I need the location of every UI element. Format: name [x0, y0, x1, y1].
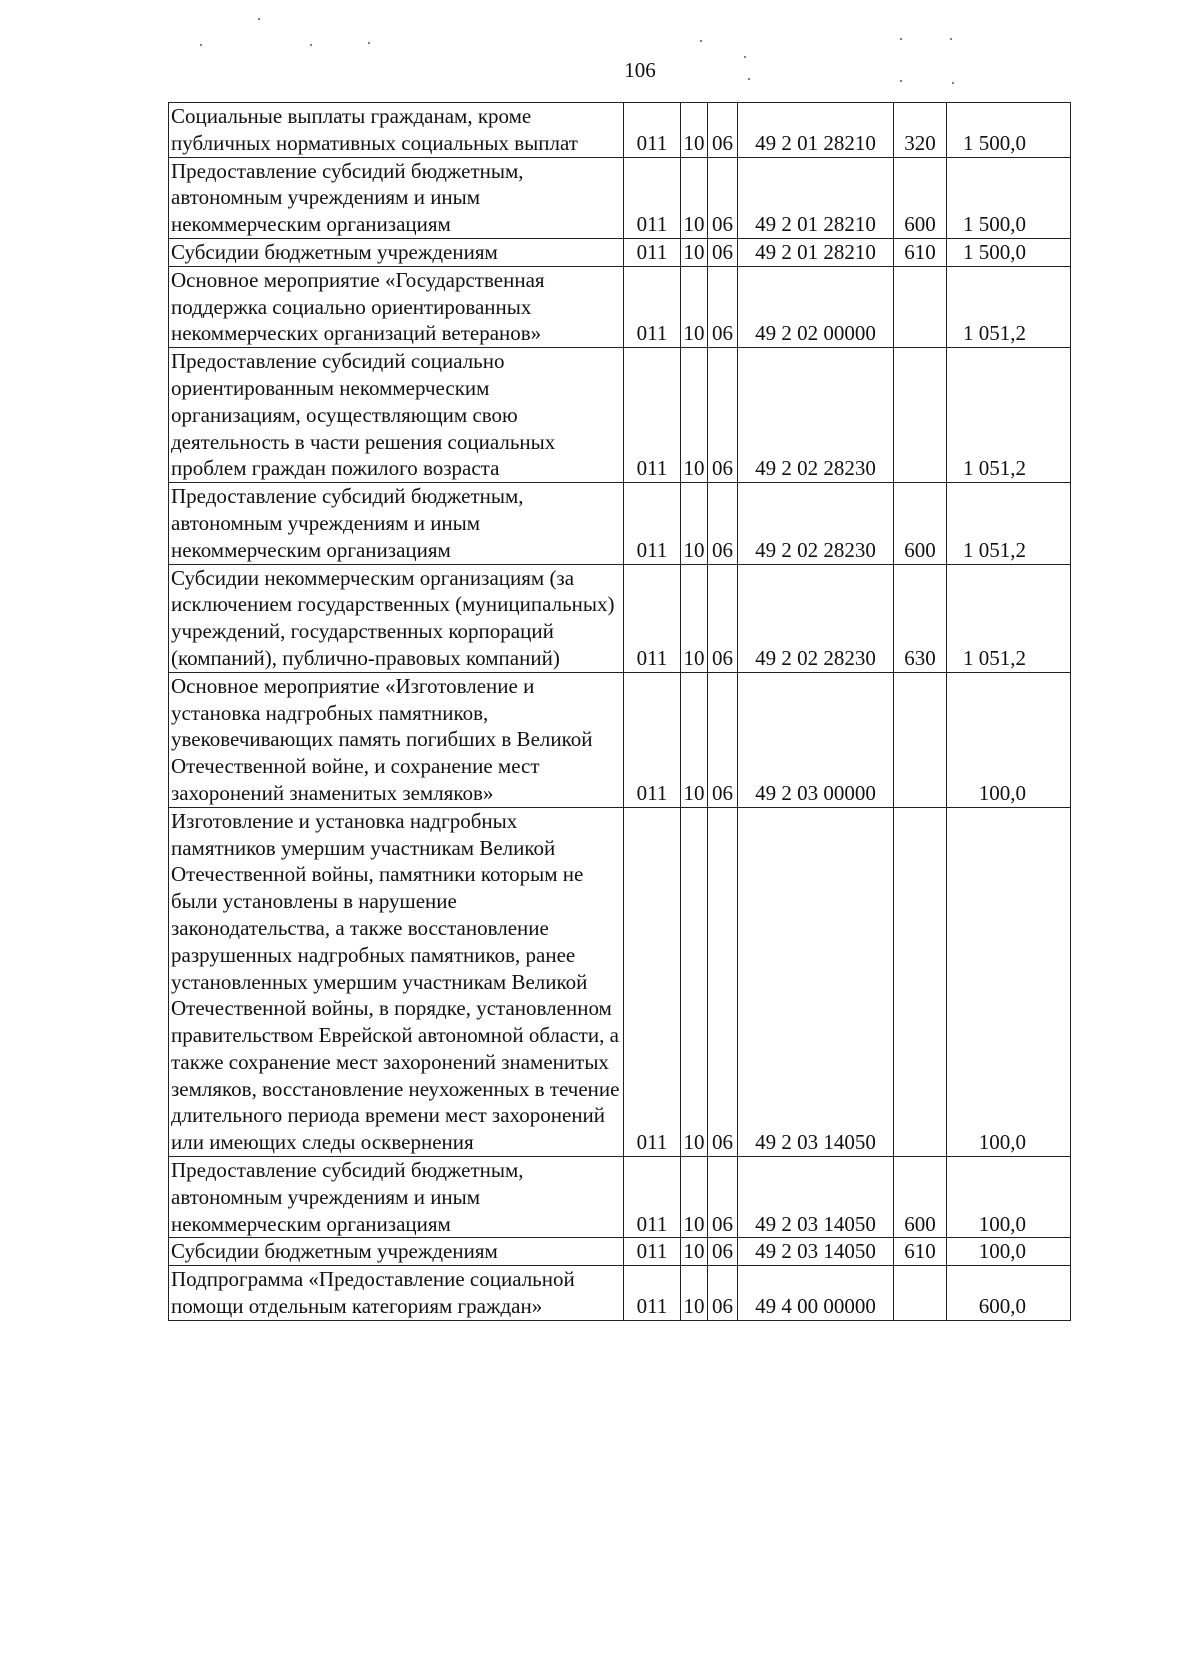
row-expense-type-cell: 610 [894, 1238, 947, 1266]
row-name-cell: Подпрограмма «Предоставление социальной помощи отдельным категориям граждан» [169, 1266, 624, 1321]
row-amount-cell: 100,0 [947, 1157, 1071, 1238]
scan-speck [200, 44, 202, 46]
table-row [169, 564, 1071, 672]
row-amount-cell: 600,0 [947, 1266, 1071, 1321]
row-target-article-cell: 49 2 02 28230 [738, 483, 894, 564]
scan-speck [258, 18, 260, 20]
row-subsection-cell: 06 [708, 1266, 738, 1321]
row-subsection-cell: 06 [708, 157, 738, 238]
row-name-cell: Субсидии бюджетным учреждениям [169, 238, 624, 266]
row-name-cell: Субсидии некоммерческим организациям (за исключением государственных (муниципальных) учреждений, государственных корпораций (компаний), публично-правовых компаний) [169, 564, 624, 672]
scan-speck [310, 44, 312, 46]
row-expense-type-cell: 320 [894, 103, 947, 158]
row-section-cell: 10 [681, 564, 708, 672]
row-name-cell: Предоставление субсидий бюджетным, автономным учреждениям и иным некоммерческим организациям [169, 157, 624, 238]
row-target-article-cell: 49 2 02 28230 [738, 348, 894, 483]
row-section-cell: 10 [681, 266, 708, 347]
table-row [169, 103, 1071, 158]
table-row [169, 238, 1071, 266]
row-amount-cell: 1 051,2 [947, 564, 1071, 672]
row-expense-type-cell [894, 266, 947, 347]
row-expense-type-cell: 630 [894, 564, 947, 672]
row-section-cell: 10 [681, 157, 708, 238]
row-amount-cell: 1 051,2 [947, 483, 1071, 564]
row-section-cell: 10 [681, 348, 708, 483]
row-expense-type-cell [894, 348, 947, 483]
row-name-cell: Изготовление и установка надгробных памятников умершим участникам Великой Отечественной войны, памятники которым не были установлены в нарушение законодательства, а также восстановление разрушенных надгробных памятников, ранее установленных умершим участникам Великой Отечественной войны, в порядке, установленном правительством Еврейской автономной области, а также сохранение мест захоронений знаменитых земляков, восстановление неухоженных в течение длительного периода времени мест захоронений или имеющих следы осквернения [169, 807, 624, 1156]
row-subsection-cell: 06 [708, 1157, 738, 1238]
table-row [169, 266, 1071, 347]
table-row [169, 1266, 1071, 1321]
row-target-article-cell: 49 4 00 00000 [738, 1266, 894, 1321]
scan-speck [950, 38, 952, 40]
row-target-article-cell: 49 2 02 00000 [738, 266, 894, 347]
row-section-cell: 10 [681, 483, 708, 564]
row-name-cell: Основное мероприятие «Государственная поддержка социально ориентированных некоммерческих организаций ветеранов» [169, 266, 624, 347]
table-row [169, 1157, 1071, 1238]
row-subsection-cell: 06 [708, 266, 738, 347]
table-row [169, 807, 1071, 1156]
row-expense-type-cell [894, 672, 947, 807]
scan-speck [900, 80, 902, 82]
row-code-cell: 011 [624, 157, 681, 238]
row-amount-cell: 100,0 [947, 672, 1071, 807]
row-section-cell: 10 [681, 103, 708, 158]
row-name-cell: Предоставление субсидий бюджетным, автономным учреждениям и иным некоммерческим организациям [169, 483, 624, 564]
row-amount-cell: 1 500,0 [947, 157, 1071, 238]
table-row [169, 157, 1071, 238]
row-subsection-cell: 06 [708, 483, 738, 564]
row-expense-type-cell: 610 [894, 238, 947, 266]
row-code-cell: 011 [624, 103, 681, 158]
scan-speck [700, 40, 702, 42]
scan-speck [952, 82, 954, 84]
row-target-article-cell: 49 2 01 28210 [738, 103, 894, 158]
row-section-cell: 10 [681, 1157, 708, 1238]
row-subsection-cell: 06 [708, 1238, 738, 1266]
row-section-cell: 10 [681, 1266, 708, 1321]
row-target-article-cell: 49 2 03 14050 [738, 807, 894, 1156]
table-row [169, 483, 1071, 564]
row-expense-type-cell: 600 [894, 483, 947, 564]
row-code-cell: 011 [624, 672, 681, 807]
row-code-cell: 011 [624, 564, 681, 672]
row-target-article-cell: 49 2 03 14050 [738, 1238, 894, 1266]
row-expense-type-cell [894, 807, 947, 1156]
row-subsection-cell: 06 [708, 672, 738, 807]
table-row [169, 1238, 1071, 1266]
row-amount-cell: 1 500,0 [947, 103, 1071, 158]
row-expense-type-cell [894, 1266, 947, 1321]
row-amount-cell: 1 051,2 [947, 266, 1071, 347]
row-code-cell: 011 [624, 807, 681, 1156]
table-row [169, 672, 1071, 807]
row-subsection-cell: 06 [708, 807, 738, 1156]
row-code-cell: 011 [624, 1157, 681, 1238]
row-code-cell: 011 [624, 1266, 681, 1321]
row-subsection-cell: 06 [708, 238, 738, 266]
row-name-cell: Субсидии бюджетным учреждениям [169, 1238, 624, 1266]
row-target-article-cell: 49 2 03 14050 [738, 1157, 894, 1238]
row-section-cell: 10 [681, 1238, 708, 1266]
row-amount-cell: 100,0 [947, 807, 1071, 1156]
row-section-cell: 10 [681, 238, 708, 266]
row-name-cell: Предоставление субсидий социально ориентированным некоммерческим организациям, осуществляющим свою деятельность в части решения социальных проблем граждан пожилого возраста [169, 348, 624, 483]
row-code-cell: 011 [624, 1238, 681, 1266]
row-target-article-cell: 49 2 03 00000 [738, 672, 894, 807]
row-name-cell: Основное мероприятие «Изготовление и установка надгробных памятников, увековечивающих память погибших в Великой Отечественной войне, и сохранение мест захоронений знаменитых земляков» [169, 672, 624, 807]
row-code-cell: 011 [624, 348, 681, 483]
row-expense-type-cell: 600 [894, 1157, 947, 1238]
row-name-cell: Социальные выплаты гражданам, кроме публичных нормативных социальных выплат [169, 103, 624, 158]
row-target-article-cell: 49 2 02 28230 [738, 564, 894, 672]
scan-speck [748, 78, 750, 80]
row-section-cell: 10 [681, 807, 708, 1156]
row-subsection-cell: 06 [708, 564, 738, 672]
row-subsection-cell: 06 [708, 348, 738, 483]
scan-speck [368, 42, 370, 44]
scan-speck [900, 38, 902, 40]
row-section-cell: 10 [681, 672, 708, 807]
row-expense-type-cell: 600 [894, 157, 947, 238]
row-code-cell: 011 [624, 483, 681, 564]
row-code-cell: 011 [624, 266, 681, 347]
row-name-cell: Предоставление субсидий бюджетным, автономным учреждениям и иным некоммерческим организациям [169, 1157, 624, 1238]
row-target-article-cell: 49 2 01 28210 [738, 157, 894, 238]
table-row [169, 348, 1071, 483]
page-number: 106 [624, 58, 656, 82]
row-amount-cell: 1 051,2 [947, 348, 1071, 483]
row-target-article-cell: 49 2 01 28210 [738, 238, 894, 266]
row-code-cell: 011 [624, 238, 681, 266]
table-body [169, 103, 1071, 1321]
row-amount-cell: 1 500,0 [947, 238, 1071, 266]
row-amount-cell: 100,0 [947, 1238, 1071, 1266]
scan-speck [744, 56, 746, 58]
budget-table [168, 102, 1071, 1321]
row-subsection-cell: 06 [708, 103, 738, 158]
